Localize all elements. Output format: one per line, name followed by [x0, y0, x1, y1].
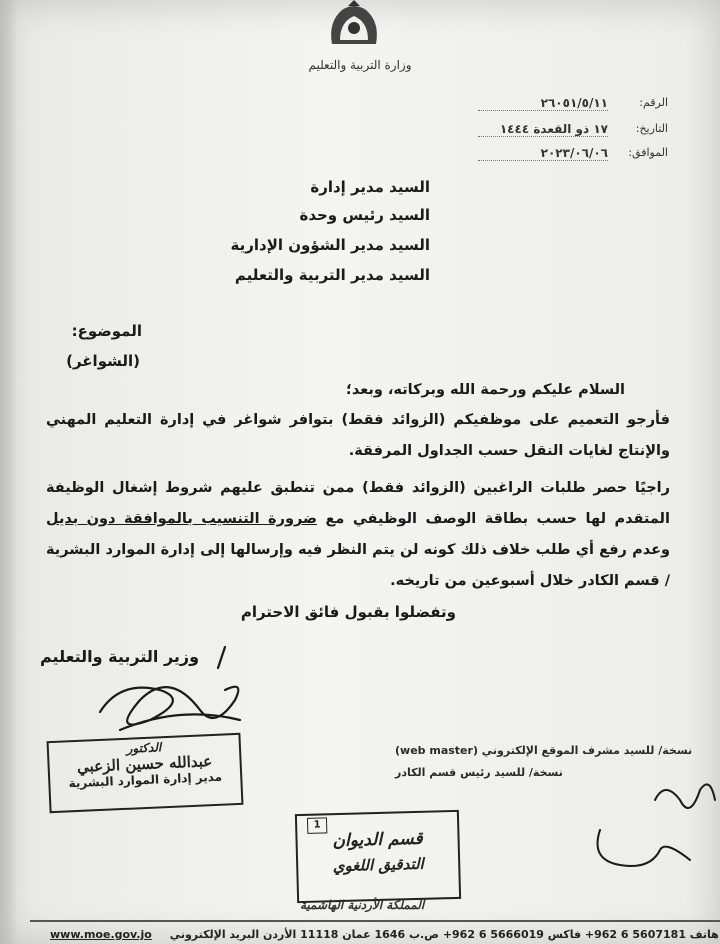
- recipient-line: السيد رئيس وحدة: [299, 206, 430, 224]
- recipient-line: السيد مدير الشؤون الإدارية: [230, 236, 430, 254]
- copy-line: نسخة/ للسيد رئيس قسم الكادر: [395, 766, 563, 779]
- language-review-stamp: [295, 810, 461, 903]
- body-paragraph-1: فأرجو التعميم على موظفيكم (الزوائد فقط) بتوافر شواغر في إدارة التعليم المهني والإنتاج لغايات النقل حسب الجداول المرفقة.: [46, 412, 670, 459]
- subject-value: (الشواغر): [66, 352, 140, 370]
- stamp-department: قسم الديوان: [332, 828, 423, 852]
- reviewer-signature: [598, 784, 716, 866]
- footer-website[interactable]: www.moe.gov.jo: [50, 928, 152, 941]
- minister-signature: [100, 647, 240, 730]
- copy-line: نسخة/ للسيد مشرف الموقع الإلكتروني (web master): [395, 744, 693, 757]
- date-value: ١٧ ذو القعدة ١٤٤٤: [478, 122, 608, 137]
- reference-number-value: ٢٦٠٥١/٥/١١: [478, 96, 608, 111]
- recipient-line: السيد مدير إدارة: [310, 178, 430, 196]
- recipient-line: السيد مدير التربية والتعليم: [234, 266, 430, 284]
- footer-contact-details: هاتف 5607181 6 962+ فاكس 5666019 6 962+ ص.ب 1646 عمان 11118 الأردن البريد الإلكتروني: [169, 928, 719, 941]
- paragraph-2-text: راجيًا حصر طلبات الراغبين (الزوائد فقط) ممن تنطبق عليهم شروط إشغال الوظيفة المتقدم لها حسب بطاقة الوصف الوظيفي مع: [46, 480, 670, 527]
- reference-number-label: الرقم:: [639, 96, 668, 109]
- paragraph-2-emphasis: ضرورة التنسيب بالموافقة دون بديل: [46, 511, 317, 527]
- closing-line: وتفضلوا بقبول فائق الاحترام: [240, 603, 456, 621]
- stamp-kingdom: المملكة الأردنية الهاشمية: [300, 898, 425, 912]
- corresponding-date-value: ٢٠٢٣/٠٦/٠٦: [478, 146, 608, 161]
- hr-director-stamp: [47, 733, 244, 813]
- footer-divider: [30, 920, 720, 922]
- paragraph-2-text-end: وعدم رفع أي طلب خلاف ذلك كونه لن يتم النظر فيه وإرسالها إلى إدارة الموارد البشرية / قسم الكادر خلال أسبوعين من تاريخه.: [46, 542, 670, 589]
- ministry-name: وزارة التربية والتعليم: [308, 58, 412, 72]
- stamp-number: 1: [307, 817, 327, 834]
- stamp-title: الدكتور: [126, 740, 162, 756]
- date-label: التاريخ:: [635, 122, 668, 135]
- stamp-name: عبدالله حسين الزعبي: [76, 752, 213, 776]
- stamp-section: التدقيق اللغوي: [332, 854, 424, 876]
- footer-contact: [50, 928, 719, 941]
- subject-label: الموضوع:: [71, 322, 142, 340]
- stamp-position: مدير إدارة الموارد البشرية: [68, 769, 223, 791]
- greeting: السلام عليكم ورحمة الله وبركاته، وبعد؛: [346, 382, 625, 398]
- signatory-title: وزير التربية والتعليم: [40, 647, 200, 666]
- corresponding-date-label: الموافق:: [628, 146, 668, 159]
